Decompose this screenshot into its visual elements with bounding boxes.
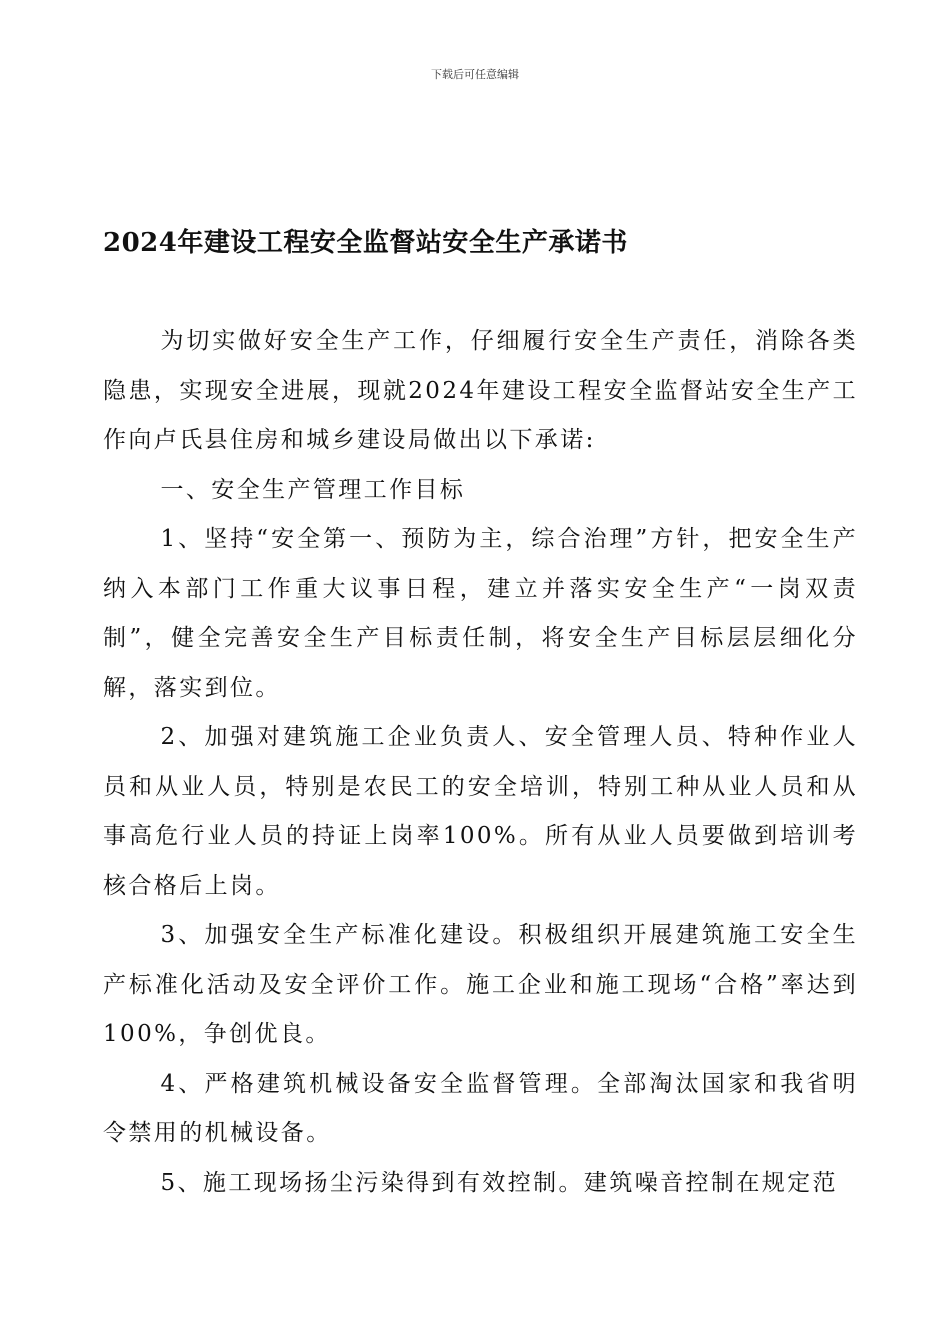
paragraph-item-2: 2、加强对建筑施工企业负责人、安全管理人员、特种作业人员和从业人员，特别是农民工的安全培训，特别工种从业人员和从事高危行业人员的持证上岗率100%。所有从业人员要做到培训考核合格后上岗。 — [103, 724, 858, 899]
paragraph-item-4: 4、严格建筑机械设备安全监督管理。全部淘汰国家和我省明令禁用的机械设备。 — [103, 1070, 858, 1146]
page-header-note: 下载后可任意编辑 — [431, 68, 519, 81]
document-title: 2024年建设工程安全监督站安全生产承诺书 — [103, 228, 628, 258]
paragraph-intro: 为切实做好安全生产工作，仔细履行安全生产责任，消除各类隐患，实现安全进展，现就2024年建设工程安全监督站安全生产工作向卢氏县住房和城乡建设局做出以下承诺: — [103, 328, 858, 453]
paragraph-item-1: 1、坚持“安全第一、预防为主，综合治理”方针，把安全生产纳入本部门工作重大议事日程，建立并落实安全生产“一岗双责制”，健全完善安全生产目标责任制，将安全生产目标层层细化分解，落实到位。 — [103, 526, 858, 701]
paragraph-item-3: 3、加强安全生产标准化建设。积极组织开展建筑施工安全生产标准化活动及安全评价工作。施工企业和施工现场“合格”率达到100%，争创优良。 — [103, 922, 858, 1047]
document-body — [103, 317, 858, 1208]
section-heading-1: 一、安全生产管理工作目标 — [160, 476, 466, 503]
paragraph-item-5: 5、施工现场扬尘污染得到有效控制。建筑噪音控制在规定范 — [160, 1169, 838, 1196]
